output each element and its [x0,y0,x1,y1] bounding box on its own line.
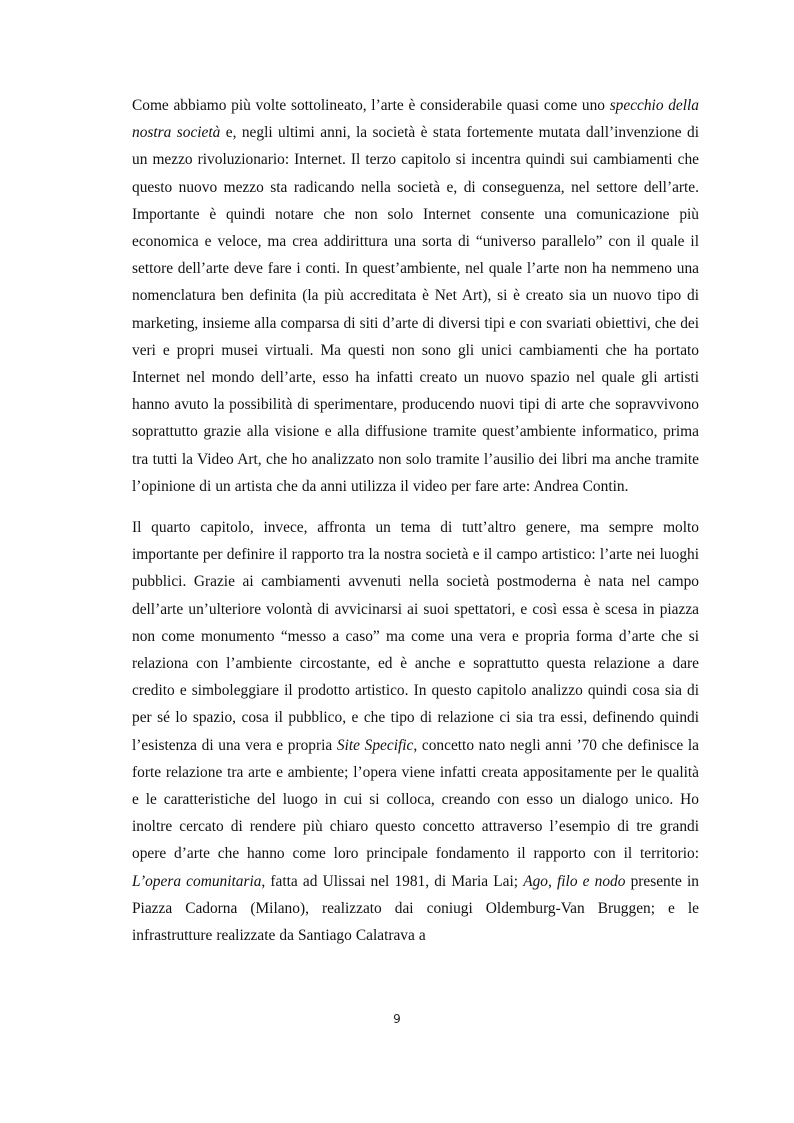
italic-text-segment: L’opera comunitaria [132,872,262,890]
italic-text-segment: Ago, filo e nodo [523,872,626,890]
page-number: 9 [393,1012,401,1026]
italic-text-segment: Site Specific [336,736,414,754]
text-segment: , concetto nato negli anni ’70 che definisce la forte relazione tra arte e ambiente; l’opera viene infatti creata appositamente per le qualità e le caratteristiche del luogo in cui si colloca, creando con esso un dialogo unico. Ho inoltre cercato di rendere più chiaro questo concetto attraverso l’esempio di tre grandi opere d’arte che hanno come loro principale fondamento il rapporto con il territorio: [132,736,699,863]
italic-text-segment: specchio della nostra società [132,97,699,142]
text-segment: e, negli ultimi anni, la società è stata fortemente mutata dall’invenzione di un mezzo rivoluzionario: Internet. Il terzo capitolo si incentra quindi sui cambiamenti che questo nuovo mezzo sta radicando nella società e, di conseguenza, nel settore dell’arte. Importante è quindi notare che non solo Internet consente una comunicazione più economica e veloce, ma crea addirittura una sorta di “universo parallelo” con il quale il settore dell’arte deve fare i conti. In quest’ambiente, nel quale l’arte non ha nemmeno una nomenclatura ben definita (la più accreditata è Net Art), si è creato sia un nuovo tipo di marketing, insieme alla comparsa di siti d’arte di diversi tipi e con svariati obiettivi, che dei veri e propri musei virtuali. Ma questi non sono gli unici cambiamenti che ha portato Internet nel mondo dell’arte, esso ha infatti creato un nuovo spazio nel quale gli artisti hanno avuto la possibilità di sperimentare, producendo nuovi tipi di arte che sopravvivono soprattutto grazie alla visione e alla diffusione tramite quest’ambiente informatico, prima tra tutti la Video Art, che ho analizzato non solo tramite l’ausilio dei libri ma anche tramite l’opinione di un artista che da anni utilizza il video per fare arte: Andrea Contin. [132,124,700,495]
paragraph-1 [132,92,699,500]
page-body [132,92,699,949]
paragraph-2 [132,514,699,949]
text-segment: Il quarto capitolo, invece, affronta un tema di tutt’altro genere, ma sempre molto importante per definire il rapporto tra la nostra società e il campo artistico: l’arte nei luoghi pubblici. Grazie ai cambiamenti avvenuti nella società postmoderna è nata nel campo dell’arte un’ulteriore volontà di avvicinarsi ai suoi spettatori, e così essa è scesa in piazza non come monumento “messo a caso” ma come una vera e propria forma d’arte che si relaziona con l’ambiente circostante, ed è anche e soprattutto questa relazione a dare credito e simboleggiare il prodotto artistico. In questo capitolo analizzo quindi cosa sia di per sé lo spazio, cosa il pubblico, e che tipo di relazione ci sia tra essi, definendo quindi l’esistenza di una vera e propria [132,519,699,754]
text-segment: presente in Piazza Cadorna (Milano), realizzato dai coniugi Oldemburg-Van Bruggen; e le infrastrutture realizzate da Santiago Calatrava a [132,872,699,945]
text-segment: Come abbiamo più volte sottolineato, l’arte è considerabile quasi come uno [132,97,610,114]
text-segment: , fatta ad Ulissai nel 1981, di Maria Lai; [261,872,524,890]
